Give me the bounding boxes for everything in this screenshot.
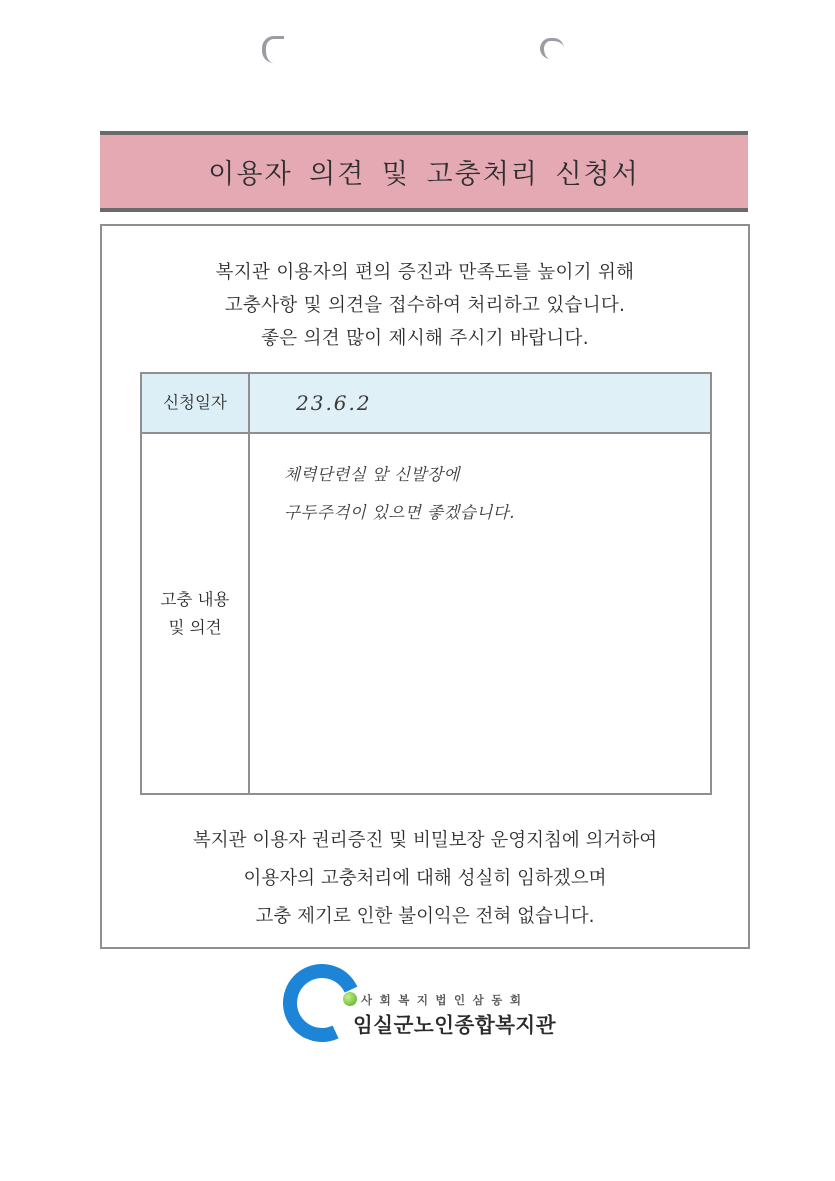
content-label-line: 고충 내용 xyxy=(160,589,230,609)
logo-green-dot-icon xyxy=(343,992,357,1006)
content-label-line: 및 의견 xyxy=(168,617,222,637)
form-container xyxy=(100,224,750,949)
punch-hole-left-icon xyxy=(262,36,284,63)
intro-line: 고충사항 및 의견을 접수하여 처리하고 있습니다. xyxy=(224,295,626,316)
date-field[interactable] xyxy=(249,373,711,433)
date-row xyxy=(141,373,711,433)
intro-line: 좋은 의견 많이 제시해 주시기 바랍니다. xyxy=(261,328,589,349)
closing-line: 복지관 이용자 권리증진 및 비밀보장 운영지침에 의거하여 xyxy=(192,830,658,851)
document-title: 이용자 의견 및 고충처리 신청서 xyxy=(208,159,640,190)
date-value: 23.6.2 xyxy=(296,391,372,415)
content-value xyxy=(250,434,710,532)
title-banner xyxy=(100,131,748,212)
closing-line: 고충 제기로 인한 불이익은 전혀 없습니다. xyxy=(255,906,595,927)
closing-text xyxy=(102,822,748,936)
intro-line: 복지관 이용자의 편의 증진과 만족도를 높이기 위해 xyxy=(215,262,635,283)
content-field[interactable] xyxy=(249,433,711,794)
intro-text xyxy=(102,256,748,355)
content-label xyxy=(141,433,249,794)
punch-hole-right-icon xyxy=(540,38,564,59)
org-name: 임실군노인종합복지관 xyxy=(353,1013,557,1037)
closing-line: 이용자의 고충처리에 대해 성실히 임하겠으며 xyxy=(243,868,607,889)
content-value-line: 구두주걱이 있으면 좋겠습니다. xyxy=(284,503,515,522)
organization-logo xyxy=(283,962,573,1042)
date-label: 신청일자 xyxy=(141,373,249,433)
application-form-table xyxy=(140,372,712,795)
content-value-line: 체력단련실 앞 신발장에 xyxy=(284,465,460,484)
org-subtitle: 사회복지법인삼동회 xyxy=(361,993,529,1007)
content-row xyxy=(141,433,711,794)
